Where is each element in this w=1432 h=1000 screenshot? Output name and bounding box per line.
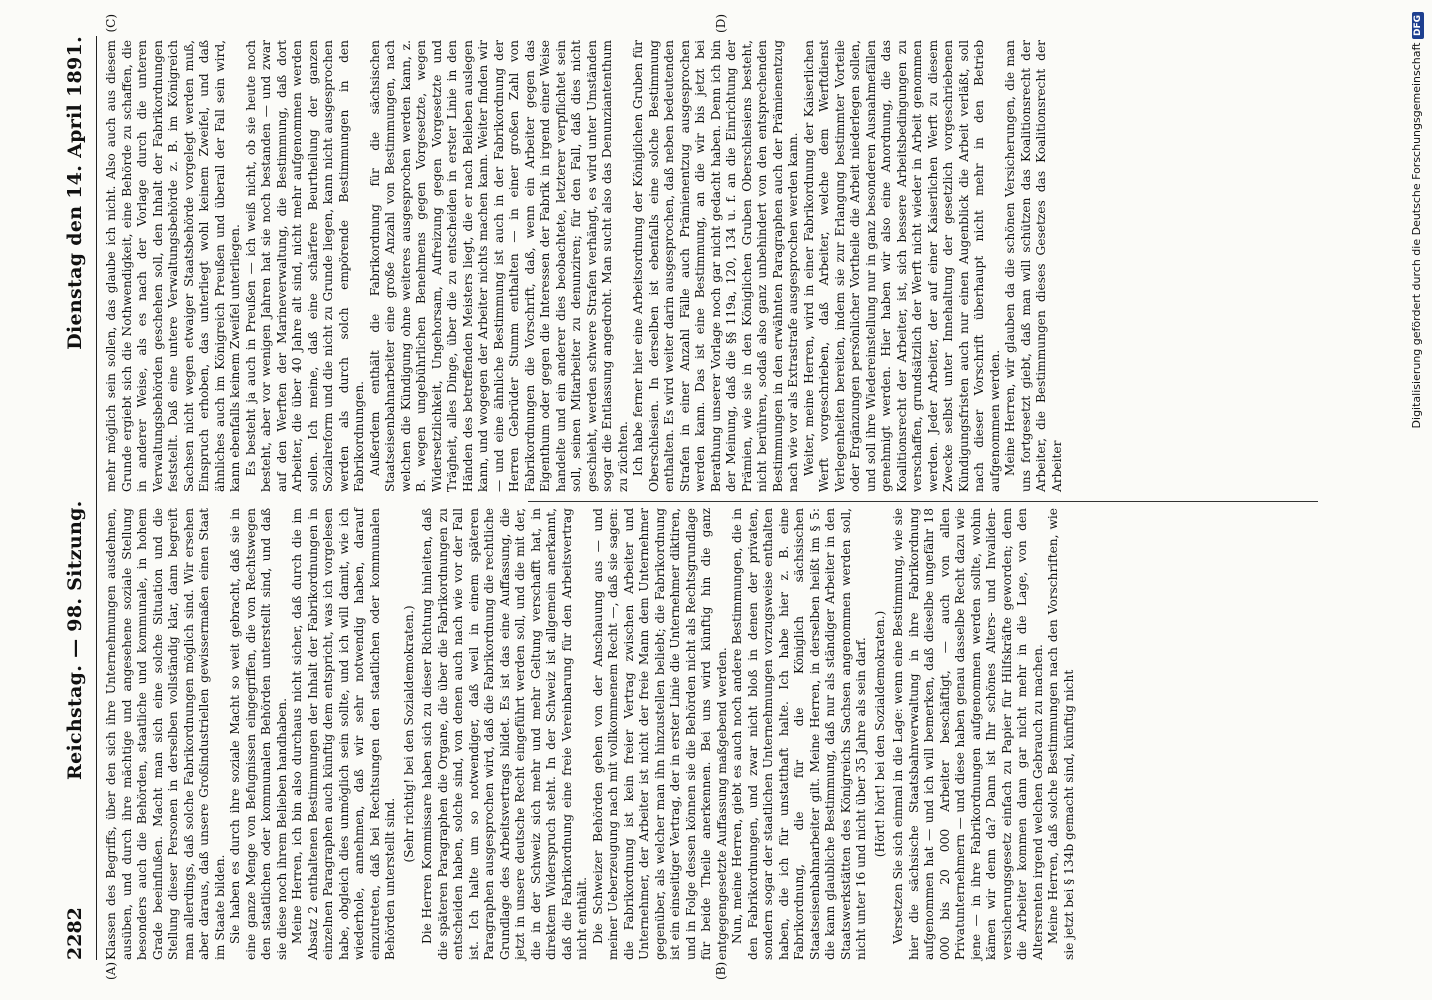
credit-text: Digitalisierung gefördert durch die Deutsche Forschungsgemeinschaft <box>1410 42 1423 429</box>
column-divider <box>528 501 1318 502</box>
page-number: 2282 <box>64 907 86 960</box>
paragraph: Die Herren Kommissare haben sich zu dieser Richtung hinleiten, daß die späteren Paragraphen die Organe, die über die Fabrikordnungen zu entscheiden haben, solche sind, von denen auch nach wie vor der Fall ist. Ich halte um so notwendiger, daß weil in einem späteren Paragraphen ausgesprochen wird, daß die Fabrikordnung die rechtliche Grundlage des Arbeitsvertrags bildet. Es ist das eine Auffassung, die jetzt in unsere deutsche Recht eingeführt werden soll, und die mit der, die in der Schweiz sich mehr und mehr Geltung verschafft hat, in direktem Widerspruch steht. In der Schweiz ist allgemein anerkannt, daß die Fabrikordnung eine freie Vereinbarung für den Arbeitsvertrag nicht enthält. <box>420 508 589 960</box>
interjection: (Hört! hört! bei den Sozialdemokraten.) <box>872 610 887 858</box>
paragraph: Die Schweizer Behörden gehen von der Anschauung aus — und meiner Ueberzeugung nach mit vollkommenem Recht —, daß sie sagen: die Fabrikordnung ist kein freier Vertrag zwischen Arbeiter und Unternehmer, der Arbeiter ist nicht der freie Mann dem Unternehmer gegenüber, als welcher man ihn hinzustellen beliebt; die Fabrikordnung ist ein einseitiger Vertrag, der in erster Linie die Unternehmer diktiren, und in Folge dessen können sie die Behörden nicht als Rechtsgrundlage für beide Theile anerkennen. Bei uns wird künftig hin die ganz entgegengesetzte Auffassung maßgebend werden. <box>590 508 729 960</box>
left-text-column <box>104 508 1077 960</box>
interjection: (Sehr richtig! bei den Sozialdemokraten.) <box>401 605 416 863</box>
margin-marker-a: (A) <box>104 961 118 980</box>
paragraph: Außerdem enthält die Fabrikordnung für die sächsischen Staatseisenbahnarbeiter eine große Anzahl von Bestimmungen, nach welchen die Kündigung ohne weiteres ausgesprochen werden kann, z. B. wegen ungebührlichen Benehmens gegen Vorgesetzte, wegen Widersetzlichkeit, Ungehorsam, Aufreizung gegen Vorgesetzte und Trägheit, alles Dinge, über die zu entscheiden in erster Linie in den Händen des betreffenden Meisters liegt, die er nach Belieben auslegen kann, und wogegen der Arbeiter nichts machen kann. Weiter finden wir — und eine ähnliche Bestimmung ist auch in der Fabrikordnung der Herren Gebrüder Stumm enthalten — in einer großen Zahl von Fabrikordnungen die Vorschrift, daß, wenn ein Arbeiter gegen das Eigenthum oder gegen die Interessen der Fabrik in irgend einer Weise handelte und ein anderer dies beobachtete, letzterer verpflichtet sein soll, seinen Mitarbeiter zu denunziren; für den Fall, daß dies nicht geschieht, werden schwere Strafen verhängt, es wird unter Umständen sogar die Entlassung angedroht. Man sucht also das Denunziantenthum zu züchten. <box>367 40 630 492</box>
margin-marker-d: (D) <box>714 14 728 33</box>
paragraph: Versetzen Sie sich einmal in die Lage: wenn eine Bestimmung, wie sie hier die sächsische Staatsbahnverwaltung in ihre Fabrikordnung aufgenommen hat — und ich will bemerken, daß dieselbe ungefähr 18 000 bis 20 000 Arbeiter beschäftigt, — auch von allen Privatunternehmern — und diese haben genau dasselbe Recht dazu wie jene — in ihre Fabrikordnungen aufgenommen werden sollte, wohin kämen wir denn da? Dann ist Ihr schönes Alters- und Invaliden-versicherungsgesetz einfach zu Papier für Hilfskräfte geworden; denn die Arbeiter kommen dann gar nicht mehr in die Lage, von den Altersrenten irgend welchen Gebrauch zu machen. <box>891 508 1045 960</box>
paragraph: Meine Herren, wir glauben da die schönen Versicherungen, die man uns fortgesetzt giebt, daß man will schützen das Koalitionsrecht der Arbeiter, die Bestimmungen dieses Gesetzes das Koalitionsrecht der Arbeiter <box>1003 40 1064 492</box>
paragraph: Es besteht ja auch in Preußen — ich weiß nicht, ob sie heute noch besteht, aber vor wenigen Jahren hat sie noch bestanden — und zwar auf den Werften der Marineverwaltung, die Bestimmung, daß dort Arbeiter, die über 40 Jahre alt sind, nicht mehr aufgenommen werden sollen. Ich meine, daß eine schärfere Beurtheilung der ganzen Sozialreform und die nicht zu Grunde liegen, kann nicht ausgesprochen werden als durch solch empörende Bestimmungen in den Fabrikordnungen. <box>243 40 366 492</box>
page-header <box>64 36 94 960</box>
page-title: Reichstag. — 98. Sitzung. <box>64 500 86 780</box>
digitization-credit <box>1410 12 1424 428</box>
header-rule <box>96 36 97 960</box>
paragraph: Weiter, meine Herren, wird in einer Fabrikordnung der Kaiserlichen Werft vorgeschrieben, daß Arbeiter, welche dem Werftdienst Verlegenheiten bereiten, indem sie zur Erlangung bestimmter Vorteile oder Ergänzungen persönlicher Vortheile die Arbeit niederlegen sollen, und soll ihre Wiedereinstellung nur in ganz besonderen Ausnahmefällen genehmigt werden. Hier haben wir also eine Anordnung, die das Koalitionsrecht der Arbeiter, ist, sich bessere Arbeitsbedingungen zu verschaffen, grundsätzlich der Werft nicht wieder in Arbeit genommen werden. Jeder Arbeiter, der auf einer Kaiserlichen Werft zu diesem Zwecke selbst unter Innehaltung der gesetzlich vorgeschriebenen Kündigungsfristen auch nur einen Augenblick die Arbeit verläßt, soll nach dieser Vorschrift überhaupt nicht mehr in den Betrieb aufgenommen werden. <box>801 40 1002 492</box>
paragraph: Nun, meine Herren, giebt es auch noch andere Bestimmungen, die in den Fabrikordnungen, und zwar nicht bloß in denen der privaten, sondern sogar der staatlichen Unternehmungen vorzugsweise enthalten haben, die ich für unstatthaft halte. Ich habe hier z. B. eine Fabrikordnung, die für die Königlich sächsischen Staatseisenbahnarbeiter gilt. Meine Herren, in derselben heißt im § 5: die kann glaubliche Bestimmung, daß nur als ständiger Arbeiter in den Staatswerkstätten des Königreichs Sachsen angenommen werden soll, nicht unter 16 und nicht über 35 Jahre als sein darf. <box>730 508 868 960</box>
paragraph: Klassen des Begriffs, über den sich ihre Unternehmungen ausdehnen, ausüben, und durch ihre mächtige und angesehene soziale Stellung besonders auch die Behörden, staatliche und kommunale, in hohem Grade beeinflußen. Macht man sich eine solche Situation und die Stellung dieser Personen in derselben vollständig klar, dann begreift man allerdings, daß solche Fabrikordnungen möglich sind. Wir ersehen aber daraus, daß unsere Großindustriellen gewissermaßen einen Staat im Staate bilden. <box>104 508 227 960</box>
dfg-logo: DFG <box>1412 12 1424 39</box>
right-text-column <box>104 40 1065 492</box>
margin-marker-c: (C) <box>104 14 118 33</box>
paragraph: Sie haben es durch ihre soziale Macht so weit gebracht, daß sie in eine ganze Menge von Befugnissen eingegriffen, die von Rechtswegen den staatlichen oder kommunalen Behörden unterstellt sind, und daß sie diese noch ihrem Belieben handhaben. <box>228 508 289 960</box>
session-date: Dienstag den 14. April 1891. <box>64 36 86 350</box>
paragraph: Meine Herren, ich bin also durchaus nicht sicher, daß durch die im Absatz 2 enthaltenen Bestimmungen der Inhalt der Fabrikordnungen in einzelnen Paragraphen auch künftig dem entspricht, was ich vorgelesen habe, obgleich dies unmöglich sein sollte, und ich will damit, wie ich wiederhole, annehmen, daß wir sehr notwendig haben, darauf einzutreten, daß bei Rechtsungen den staatlichen oder kommunalen Behörden unterstellt sind. <box>290 508 397 960</box>
paragraph: Meine Herren, daß solche Bestimmungen nach den Vorschriften, wie sie jetzt bei § 134b gemacht sind, künftig nicht <box>1046 508 1076 960</box>
paragraph: mehr möglich sein sollen, das glaube ich nicht. Also auch aus diesem Grunde ergiebt sich die Nothwendigkeit, eine Behörde zu schaffen, die in anderer Weise, als es nach der Vorlage durch die unteren Verwaltungsbehörden geschehen soll, den Inhalt der Fabrikordnungen feststellt. Daß eine untere Verwaltungsbehörde z. B. im Königreich Sachsen nicht wegen etwaiger Staatsbehörde vorgelegt werden muß, Einspruch erhoben, das unterliegt wohl keinem Zweifel, und daß ähnliches auch im Königreich Preußen und überall der Fall sein wird, kann ebenfalls keinem Zweifel unterliegen. <box>104 40 242 492</box>
paragraph: Ich habe ferner hier eine Arbeitsordnung der Königlichen Gruben für Oberschlesien. In derselben ist ebenfalls eine solche Bestimmung enthalten. Es wird weiter darin ausgesprochen, daß neben bedeutenden Strafen in einer Anzahl Fälle auch Prämienentzug ausgesprochen werden kann. Das ist eine Bestimmung, an die wir bis jetzt bei Berathung unserer Vorlage noch gar nicht gedacht haben. Denn ich bin der Meinung, daß die §§ 119a, 120, 134 u. f. an die Einrichtung der Prämien, wie sie in den Königlichen Gruben Oberschlesiens besteht, nicht berühren, sodaß also ganz unbehindert von den entsprechenden Bestimmungen in den erwähnten Paragraphen auch der Prämienentzug nach wie vor als Extrastrafe ausgesprochen werden kann. <box>631 40 800 492</box>
margin-marker-b: (B) <box>714 961 728 980</box>
